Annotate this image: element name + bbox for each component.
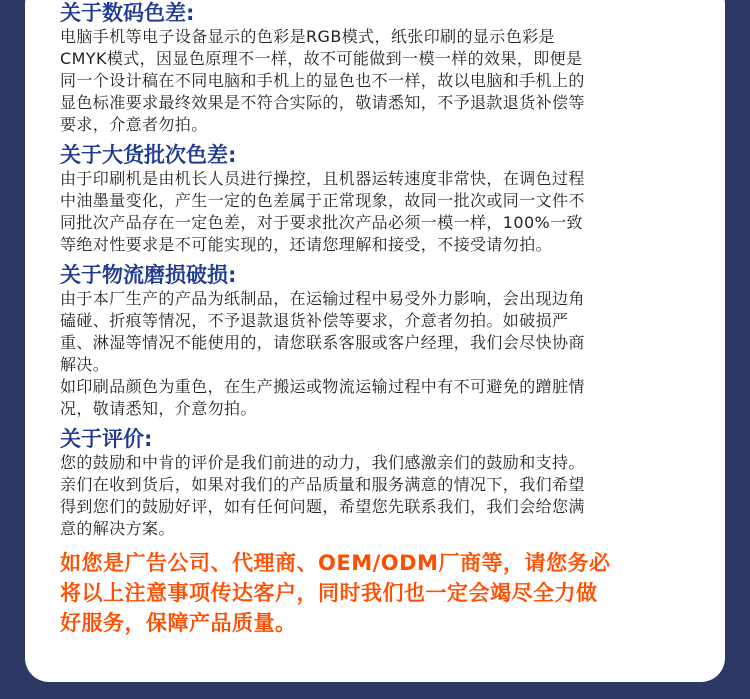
section-body: [60, 288, 710, 420]
section-body: [60, 452, 710, 540]
notice-line: 如您是广告公司、代理商、OEM/ODM厂商等，请您务必: [60, 551, 611, 575]
body-line: 等绝对性要求是不可能实现的，还请您理解和接受，不接受请勿拍。: [60, 235, 553, 254]
partner-notice: [60, 548, 725, 638]
notice-line: 好服务，保障产品质量。: [60, 611, 297, 635]
body-line: 磕碰、折痕等情况，不予退款退货补偿等要求，介意者勿拍。如破损严: [60, 311, 569, 330]
body-line: 得到您们的鼓励好评，如有任何问题，希望您先联系我们，我们会给您满: [60, 497, 585, 516]
section-body: [60, 26, 710, 136]
body-line: 亲们在收到货后，如果对我们的产品质量和服务满意的情况下，我们希望: [60, 475, 585, 494]
body-line: 解决。: [60, 355, 110, 374]
section-heading: 关于数码色差:: [60, 1, 195, 25]
body-line: 显色标准要求最终效果是不符合实际的，敬请悉知，不予退款退货补偿等: [60, 93, 585, 112]
body-line: 中油墨量变化，产生一定的色差属于正常现象，故同一批次或同一文件不: [60, 191, 585, 210]
body-line: 您的鼓励和中肯的评价是我们前进的动力，我们感激亲们的鼓励和支持。: [60, 453, 585, 472]
section-body: [60, 168, 710, 256]
body-line: 电脑手机等电子设备显示的色彩是RGB模式，纸张印刷的显示色彩是: [60, 27, 555, 46]
section-reviews: [60, 426, 710, 540]
body-line: CMYK模式，因显色原理不一样，故不可能做到一模一样的效果，即便是: [60, 49, 583, 68]
section-heading: 关于大货批次色差:: [60, 143, 237, 167]
body-line: 如印刷品颜色为重色，在生产搬运或物流运输过程中有不可避免的蹭脏情: [60, 377, 585, 396]
section-shipping-damage: [60, 262, 710, 420]
notice-card: [25, 0, 725, 682]
notice-line: 将以上注意事项传达客户，同时我们也一定会竭尽全力做: [60, 581, 598, 605]
section-heading: 关于评价:: [60, 427, 153, 451]
body-line: 同一个设计稿在不同电脑和手机上的显色也不一样，故以电脑和手机上的: [60, 71, 585, 90]
body-line: 由于印刷机是由机长人员进行操控，且机器运转速度非常快，在调色过程: [60, 169, 585, 188]
section-digital-color-difference: [60, 0, 710, 136]
body-line: 况，敬请悉知，介意勿拍。: [60, 399, 257, 418]
section-heading: 关于物流磨损破损:: [60, 263, 237, 287]
section-batch-color-difference: [60, 142, 710, 256]
body-line: 同批次产品存在一定色差，对于要求批次产品必须一模一样，100%一致: [60, 213, 583, 232]
body-line: 意的解决方案。: [60, 519, 175, 538]
body-line: 要求，介意者勿拍。: [60, 115, 208, 134]
body-line: 重、淋湿等情况不能使用的，请您联系客服或客户经理，我们会尽快协商: [60, 333, 585, 352]
body-line: 由于本厂生产的产品为纸制品，在运输过程中易受外力影响，会出现边角: [60, 289, 585, 308]
